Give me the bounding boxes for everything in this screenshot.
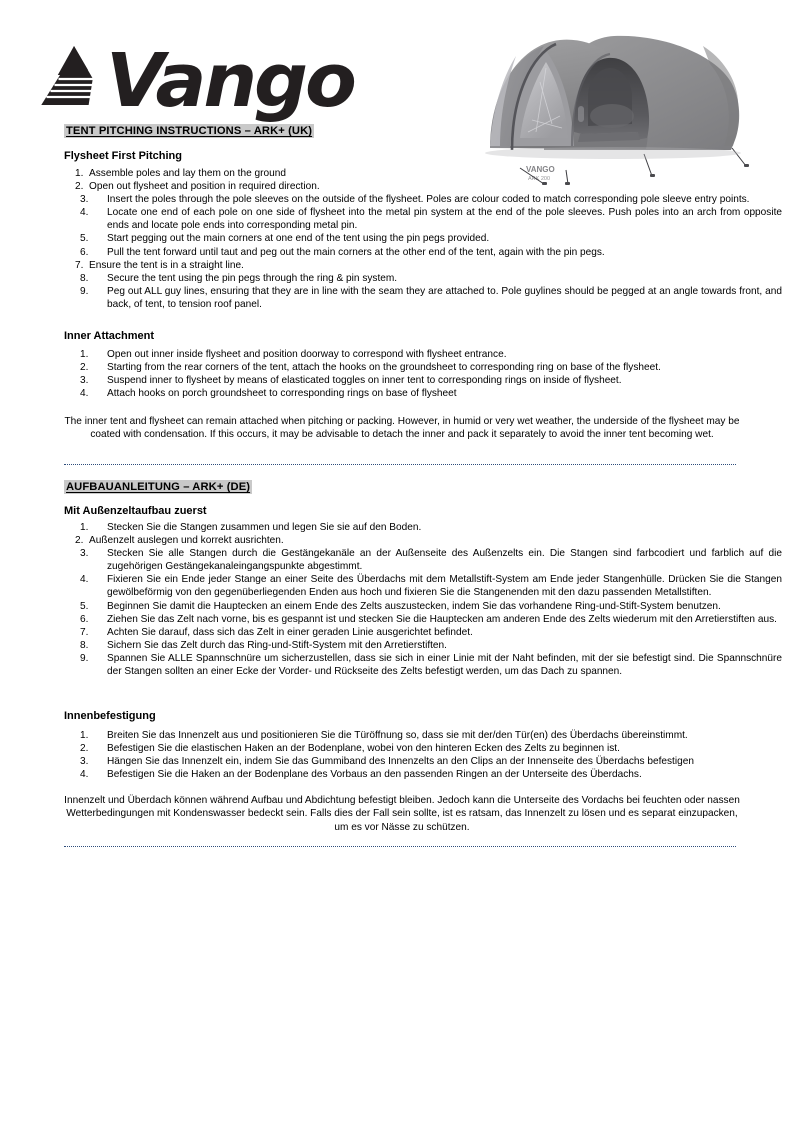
- de-aufbau-step-item: [64, 613, 782, 626]
- vango-logo: [38, 34, 354, 125]
- list-item-text: Peg out ALL guy lines, ensuring that they are in line with the seam they are attached to. Pole guylines should be pegged at an angle towards front, and back, of tent, to tension roof panel.: [107, 285, 782, 310]
- list-item-text: Spannen Sie ALLE Spannschnüre um sicherzustellen, dass sie sich in einer Linie mit der Naht befinden, mit der sie befestigt sind. Die Spannschnüre der Stangen sollten an einer Ecke der Vorder- und Rückseite des Zelts befestigt werden, um das Dach zu spannen.: [107, 652, 782, 678]
- uk-flysheet-step-item: [64, 193, 782, 206]
- list-item-text: Start pegging out the main corners at one end of the tent using the pin pegs provided.: [107, 233, 490, 245]
- de-section2-heading: Innenbefestigung: [64, 710, 156, 722]
- list-item-number: 2.: [80, 743, 89, 755]
- list-item-number: 7.: [80, 626, 89, 638]
- list-item-number: 1.: [80, 730, 89, 741]
- de-kondenswasser-note: Innenzelt und Überdach können während Aufbau und Abdichtung befestigt bleiben. Jedoch kann die Unterseite des Vordachs bei feuchten oder nassen Wetterbedingungen mit Kondenswasser bedeckt sein. Falls dies der Fall sein sollte, ist es ratsam, das Innenzelt zu lösen und es separat einzupacken, um es vor Nässe zu schützen.: [64, 795, 740, 833]
- list-item-text: Achten Sie darauf, dass sich das Zelt in einer geraden Linie ausgerichtet befindet.: [107, 626, 473, 638]
- uk-flysheet-step-item: [64, 246, 782, 259]
- vango-wordmark: Vango: [106, 38, 354, 125]
- list-item-number: 3.: [80, 756, 89, 768]
- list-item-text: Außenzelt auslegen und korrekt ausrichten.: [89, 535, 284, 547]
- de-aufbau-step-item: [64, 573, 782, 599]
- list-item-text: Open out flysheet and position in required direction.: [89, 181, 320, 193]
- list-item-text: Sichern Sie das Zelt durch das Ring-und-Stift-System mit den Arretierstiften.: [107, 639, 447, 651]
- de-aufbau-step-item: [64, 626, 782, 639]
- de-innen-step-item: [64, 755, 782, 768]
- de-document-title: AUFBAUANLEITUNG – ARK+ (DE): [66, 481, 251, 493]
- list-item-text: Stecken Sie die Stangen zusammen und legen Sie sie auf den Boden.: [107, 522, 422, 533]
- list-item-number: 1.: [80, 349, 89, 360]
- de-innenbefestigung-steps-list: [64, 729, 782, 781]
- list-item-number: 3.: [80, 194, 89, 206]
- de-aufbau-step-item: [64, 600, 782, 613]
- list-item-text: Befestigen Sie die Haken an der Bodenplane des Vorbaus an den passenden Ringen an der Unterseite des Überdachs.: [107, 769, 642, 781]
- de-innen-step-item: [64, 742, 782, 755]
- list-item-number: 9.: [80, 652, 89, 664]
- list-item-number: 7.: [75, 259, 84, 271]
- uk-flysheet-step-item: [64, 259, 782, 272]
- uk-condensation-note: The inner tent and flysheet can remain attached when pitching or packing. However, in humid or very wet weather, the underside of the flysheet may be coated with condensation. If this occurs, it may be advisable to detach the inner and pack it separately to avoid the inner tent becoming wet.: [64, 416, 740, 441]
- list-item-text: Fixieren Sie ein Ende jeder Stange an einer Seite des Überdachs mit dem Metallstift-System am Ende jeder Stangenhülle. Drücken Sie die Stangen gewölbeförmig von den gegenüberliegenden Enden aus hoch und fixieren Sie die Stangenenden mit den dazu passenden Metallstiften.: [107, 574, 782, 599]
- de-innen-step-item: [64, 768, 782, 781]
- list-item-number: 2.: [80, 362, 89, 374]
- list-item-text: Open out inner inside flysheet and position doorway to correspond with flysheet entrance.: [107, 349, 507, 360]
- list-item-number: 8.: [80, 639, 89, 651]
- list-item-text: Breiten Sie das Innenzelt aus und positionieren Sie die Türöffnung so, dass sie mit der/den Tür(en) des Überdachs übereinstimmt.: [107, 730, 688, 741]
- de-aufbau-step-item: [64, 534, 782, 547]
- uk-section2-heading: Inner Attachment: [64, 330, 155, 342]
- de-aufbau-step-item: [64, 652, 782, 678]
- list-item-number: 2.: [75, 535, 84, 547]
- list-item-text: Hängen Sie das Innenzelt ein, indem Sie das Gummiband des Innenzelts an den Clips an der Innenseite des Überdachs befestigen: [107, 756, 694, 768]
- vango-mountain-icon: [38, 45, 112, 109]
- list-item-text: Befestigen Sie die elastischen Haken an der Bodenplane, wobei von den hinteren Ecken des Zelts zu beginnen ist.: [107, 743, 620, 755]
- list-item-number: 5.: [80, 600, 89, 612]
- list-item-text: Ensure the tent is in a straight line.: [89, 259, 244, 271]
- list-item-number: 4.: [80, 207, 89, 219]
- list-item-text: Attach hooks on porch groundsheet to corresponding rings on base of flysheet: [107, 388, 457, 400]
- uk-flysheet-step-item: [64, 232, 782, 245]
- list-item-text: Insert the poles through the pole sleeves on the outside of the flysheet. Poles are colour coded to match corresponding pole sleeve entry points.: [107, 194, 750, 206]
- list-item-text: Pull the tent forward until taut and peg out the main corners at the other end of the tent, again with the pin pegs.: [107, 246, 605, 258]
- list-item-number: 6.: [80, 613, 89, 625]
- section-divider-uk: [64, 463, 736, 465]
- uk-inner-step-item: [64, 348, 782, 361]
- de-aufbau-steps-list: [64, 521, 782, 678]
- uk-flysheet-step-item: [64, 167, 782, 180]
- uk-inner-step-item: [64, 387, 782, 400]
- de-innen-step-item: [64, 729, 782, 742]
- list-item-number: 3.: [80, 548, 89, 560]
- uk-inner-attachment-steps-list: [64, 348, 782, 400]
- list-item-number: 4.: [80, 769, 89, 781]
- list-item-number: 4.: [80, 388, 89, 400]
- de-aufbau-step-item: [64, 521, 782, 534]
- list-item-text: Locate one end of each pole on one side of flysheet into the metal pin system at the end of the pole sleeves. Push poles into an arch from opposite ends and locate pole ends into corresponding metal pin.: [107, 207, 782, 232]
- uk-flysheet-step-item: [64, 180, 782, 193]
- uk-inner-step-item: [64, 361, 782, 374]
- uk-section1-heading: Flysheet First Pitching: [64, 150, 182, 162]
- de-section1-heading: Mit Außenzeltaufbau zuerst: [64, 505, 207, 517]
- svg-text:ARK 200: ARK 200: [528, 176, 551, 182]
- list-item-text: Suspend inner to flysheet by means of elasticated toggles on inner tent to corresponding rings on inside of flysheet.: [107, 375, 622, 387]
- uk-flysheet-step-item: [64, 206, 782, 232]
- list-item-number: 6.: [80, 246, 89, 258]
- list-item-number: 4.: [80, 574, 89, 586]
- list-item-number: 8.: [80, 272, 89, 284]
- uk-inner-step-item: [64, 374, 782, 387]
- list-item-text: Ziehen Sie das Zelt nach vorne, bis es gespannt ist und stecken Sie die Hauptecken am anderen Ende des Zelts wiederum mit den Arretierstiften aus.: [107, 613, 777, 625]
- list-item-text: Assemble poles and lay them on the ground: [89, 168, 286, 179]
- list-item-number: 1.: [75, 168, 84, 179]
- uk-document-title: TENT PITCHING INSTRUCTIONS – ARK+ (UK): [66, 125, 313, 137]
- uk-flysheet-steps-list: [64, 167, 782, 311]
- de-aufbau-step-item: [64, 639, 782, 652]
- uk-flysheet-step-item: [64, 285, 782, 311]
- svg-text:VANGO: VANGO: [526, 165, 555, 174]
- list-item-number: 3.: [80, 375, 89, 387]
- list-item-text: Secure the tent using the pin pegs through the ring & pin system.: [107, 272, 398, 284]
- list-item-text: Stecken Sie alle Stangen durch die Gestängekanäle an der Außenseite des Außenzelts ein. Die Stangen sind farbcodiert und farblich auf die zugehörigen Gestängekanaleingangspunkte abgestimmt.: [107, 548, 782, 573]
- uk-flysheet-step-item: [64, 272, 782, 285]
- section-divider-de: [64, 845, 736, 847]
- list-item-number: 2.: [75, 181, 84, 193]
- list-item-text: Beginnen Sie damit die Hauptecken an einem Ende des Zelts auszustecken, indem Sie das vorhandene Ring-und-Stift-System benutzen.: [107, 600, 721, 612]
- list-item-number: 9.: [80, 285, 89, 297]
- de-aufbau-step-item: [64, 547, 782, 573]
- list-item-number: 1.: [80, 522, 89, 533]
- list-item-text: Starting from the rear corners of the tent, attach the hooks on the groundsheet to corresponding ring on base of the flysheet.: [107, 362, 661, 374]
- list-item-number: 5.: [80, 233, 89, 245]
